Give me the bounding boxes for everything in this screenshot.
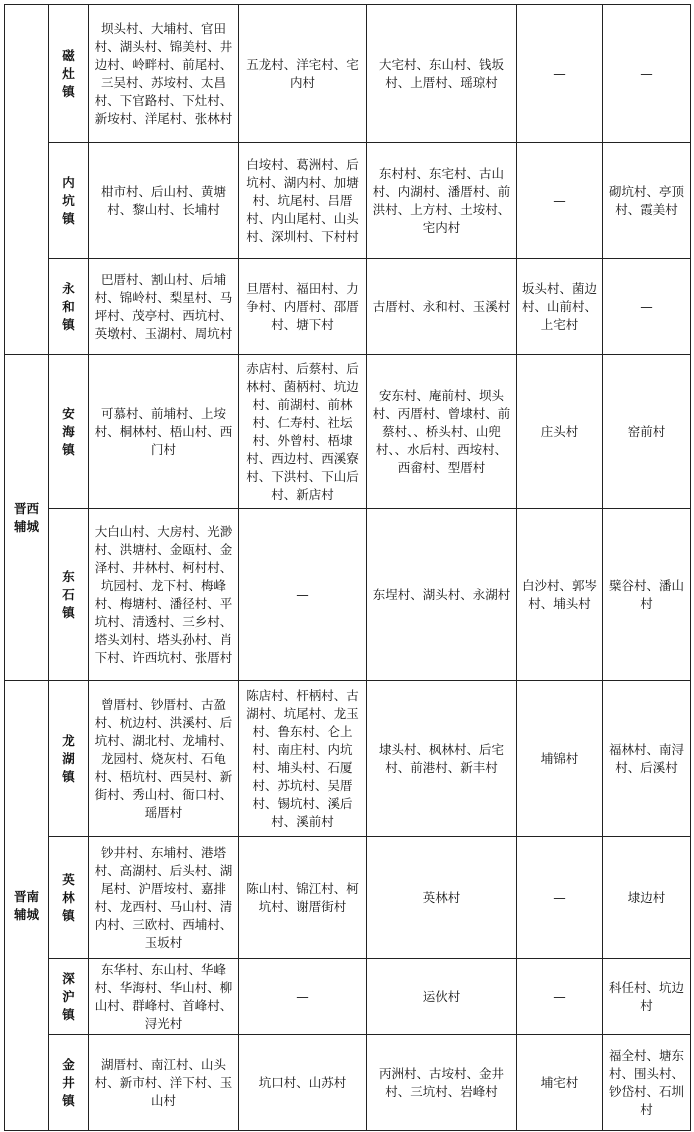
- village-list: 陈店村、杆柄村、古湖村、坑尾村、龙玉村、鲁东村、仑上村、南庄村、内坑村、埔头村、石厦村、苏坑村、吴厝村、锡坑村、溪后村、溪前村: [239, 681, 367, 837]
- town-cell: 深 沪 镇: [49, 959, 89, 1035]
- village-list: 运伙村: [367, 959, 517, 1035]
- village-list: 檗谷村、潘山村: [603, 509, 691, 681]
- village-list: 窑前村: [603, 355, 691, 509]
- village-list: 砌坑村、亭顶村、霞美村: [603, 143, 691, 259]
- table-row: [5, 143, 691, 259]
- village-list: 白垵村、葛洲村、后坑村、湖内村、加塘村、坑尾村、吕厝村、内山尾村、山头村、深圳村、下村村: [239, 143, 367, 259]
- table-row: [5, 5, 691, 143]
- village-list: 巴厝村、割山村、后埔村、锦岭村、梨星村、马坪村、茂亭村、西坑村、英墩村、玉湖村、周坑村: [89, 259, 239, 355]
- table-row: [5, 837, 691, 959]
- village-list: 安东村、庵前村、坝头村、丙厝村、曾埭村、前蔡村、、桥头村、山兜村、、水后村、西垵村、西畲村、型厝村: [367, 355, 517, 509]
- village-list: 大白山村、大房村、光渺村、洪塘村、金瓯村、金泽村、井林村、柯村村、坑园村、龙下村、梅峰村、梅塘村、潘径村、平坑村、清透村、三乡村、塔头刘村、塔头孙村、肖下村、许西坑村、张厝村: [89, 509, 239, 681]
- village-list: 湖厝村、南江村、山头村、新市村、洋下村、玉山村: [89, 1035, 239, 1131]
- village-list: 大宅村、东山村、钱坂村、上厝村、瑶琼村: [367, 5, 517, 143]
- village-list: —: [603, 5, 691, 143]
- village-list: 古厝村、永和村、玉溪村: [367, 259, 517, 355]
- village-list: —: [517, 959, 603, 1035]
- village-list: —: [239, 959, 367, 1035]
- village-list: 曾厝村、钞厝村、古盈村、杭边村、洪溪村、后坑村、湖北村、龙埔村、龙园村、烧灰村、石龟村、梧坑村、西吴村、新街村、秀山村、衙口村、瑶厝村: [89, 681, 239, 837]
- village-list: —: [517, 837, 603, 959]
- village-list: 坝头村、大埔村、官田村、湖头村、锦美村、井边村、岭畔村、前尾村、三吴村、苏垵村、太昌村、下官路村、下灶村、新垵村、洋尾村、张林村: [89, 5, 239, 143]
- town-cell: 磁 灶 镇: [49, 5, 89, 143]
- village-list: 东埕村、湖头村、永湖村: [367, 509, 517, 681]
- village-list: 东华村、东山村、华峰村、华海村、华山村、柳山村、群峰村、首峰村、浔光村: [89, 959, 239, 1035]
- village-list: 陈山村、锦江村、柯坑村、谢厝街村: [239, 837, 367, 959]
- village-list: —: [603, 259, 691, 355]
- village-list: 坂头村、菌边村、山前村、上宅村: [517, 259, 603, 355]
- table-row: [5, 355, 691, 509]
- village-list: —: [239, 509, 367, 681]
- village-list: 埔宅村: [517, 1035, 603, 1131]
- village-list: 埭边村: [603, 837, 691, 959]
- village-list: 英林村: [367, 837, 517, 959]
- table-row: [5, 959, 691, 1035]
- village-list: 福全村、塘东村、围头村、钞岱村、石圳村: [603, 1035, 691, 1131]
- table-row: [5, 509, 691, 681]
- town-cell: 金 井 镇: [49, 1035, 89, 1131]
- village-list: 坑口村、山苏村: [239, 1035, 367, 1131]
- table-row: [5, 259, 691, 355]
- village-list: 旦厝村、福田村、力争村、内厝村、邵厝村、塘下村: [239, 259, 367, 355]
- village-list: 柑市村、后山村、黄塘村、黎山村、长埔村: [89, 143, 239, 259]
- region-cell: 晋西辅城: [5, 355, 49, 681]
- village-list: 科任村、坑边村: [603, 959, 691, 1035]
- villages-table: [4, 4, 691, 1131]
- town-cell: 永 和 镇: [49, 259, 89, 355]
- town-cell: 英 林 镇: [49, 837, 89, 959]
- table-row: [5, 681, 691, 837]
- village-list: 庄头村: [517, 355, 603, 509]
- region-cell: [5, 5, 49, 355]
- village-list: 东村村、东宅村、古山村、内湖村、潘厝村、前洪村、上方村、土垵村、宅内村: [367, 143, 517, 259]
- village-list: 白沙村、郭岑村、埔头村: [517, 509, 603, 681]
- town-cell: 安 海 镇: [49, 355, 89, 509]
- village-list: 赤店村、后蔡村、后林村、菌柄村、坑边村、前湖村、前林村、仁寿村、社坛村、外曾村、梧埭村、西边村、西溪寮村、下洪村、下山后村、新店村: [239, 355, 367, 509]
- village-list: 埔锦村: [517, 681, 603, 837]
- village-list: 埭头村、枫林村、后宅村、前港村、新丰村: [367, 681, 517, 837]
- village-list: 可慕村、前埔村、上垵村、桐林村、梧山村、西门村: [89, 355, 239, 509]
- village-list: 丙洲村、古垵村、金井村、三坑村、岩峰村: [367, 1035, 517, 1131]
- region-cell: 晋南辅城: [5, 681, 49, 1131]
- village-list: 五龙村、洋宅村、宅内村: [239, 5, 367, 143]
- table-row: [5, 1035, 691, 1131]
- village-list: 福林村、南浔村、后溪村: [603, 681, 691, 837]
- village-list: —: [517, 143, 603, 259]
- village-list: —: [517, 5, 603, 143]
- town-cell: 龙 湖 镇: [49, 681, 89, 837]
- town-cell: 东 石 镇: [49, 509, 89, 681]
- village-list: 钞井村、东埔村、港塔村、高湖村、后头村、湖尾村、沪厝垵村、嘉排村、龙西村、马山村、清内村、三欧村、西埔村、玉坂村: [89, 837, 239, 959]
- town-cell: 内 坑 镇: [49, 143, 89, 259]
